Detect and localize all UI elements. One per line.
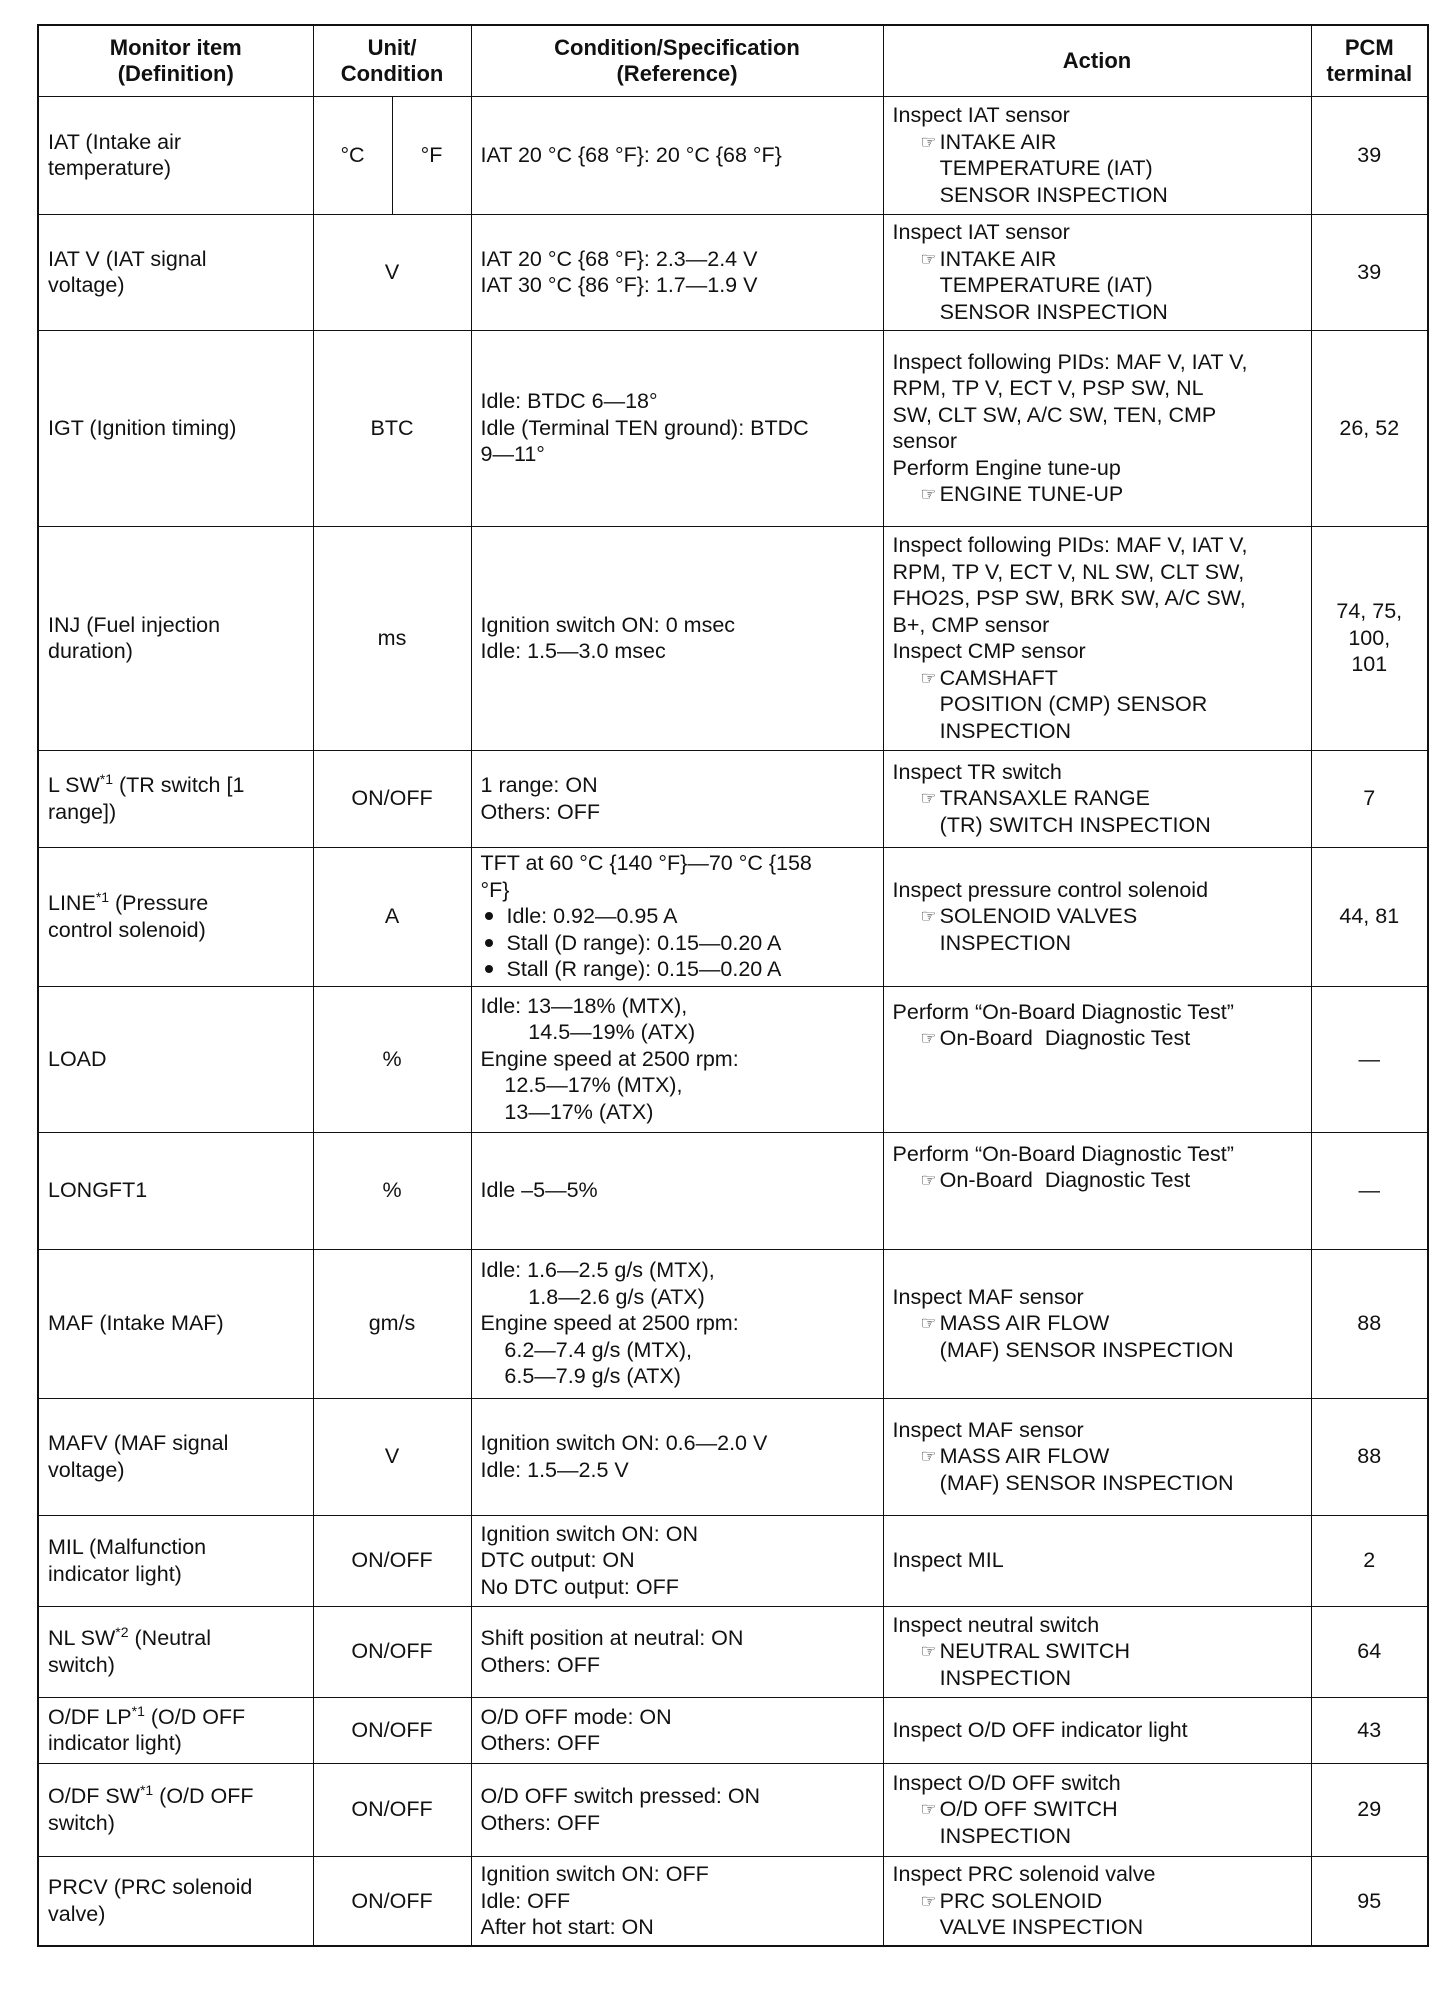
- table-row: [38, 847, 1428, 986]
- unit: ms: [313, 526, 471, 750]
- condition-spec: IAT 20 °C {68 °F}: 20 °C {68 °F}: [471, 96, 883, 214]
- unit: ON/OFF: [313, 1515, 471, 1606]
- reference: ☞ PRC SOLENOID VALVE INSPECTION: [920, 1888, 1144, 1939]
- list-item: Idle: 0.92—0.95 A: [481, 903, 874, 930]
- reference: ☞ MASS AIR FLOW (MAF) SENSOR INSPECTION: [920, 1311, 1234, 1362]
- reference: ☞ CAMSHAFT POSITION (CMP) SENSOR INSPECTION: [920, 665, 1208, 743]
- action: Perform “On-Board Diagnostic Test” ☞ On-Board Diagnostic Test: [883, 1132, 1311, 1249]
- bullet-icon: [485, 965, 493, 973]
- monitor-item: L SW$^{*1}$ (TR switch [1 range]): [38, 750, 313, 847]
- condition-spec: Ignition switch ON: 0.6—2.0 V Idle: 1.5—2.5 V: [471, 1398, 883, 1515]
- col-header-action: Action: [883, 25, 1311, 96]
- pcm-terminal: 7: [1311, 750, 1428, 847]
- col-header-condition-spec: Condition/Specification (Reference): [471, 25, 883, 96]
- pcm-terminal: 64: [1311, 1606, 1428, 1697]
- table-row: [38, 214, 1428, 330]
- table-row: [38, 986, 1428, 1132]
- table-row: [38, 1606, 1428, 1697]
- action: Inspect MAF sensor ☞ MASS AIR FLOW (MAF) SENSOR INSPECTION: [883, 1249, 1311, 1398]
- action: Inspect O/D OFF switch ☞ O/D OFF SWITCH INSPECTION: [883, 1763, 1311, 1856]
- condition-spec: Idle: BTDC 6—18° Idle (Terminal TEN ground): BTDC 9—11°: [471, 330, 883, 526]
- monitor-item: NL SW$^{*2}$ (Neutral switch): [38, 1606, 313, 1697]
- monitor-item: PRCV (PRC solenoid valve): [38, 1856, 313, 1946]
- unit: ON/OFF: [313, 1856, 471, 1946]
- pcm-terminal: 74, 75, 100, 101: [1311, 526, 1428, 750]
- list-item: Stall (R range): 0.15—0.20 A: [481, 956, 874, 983]
- unit: ON/OFF: [313, 1606, 471, 1697]
- condition-spec: Idle: 1.6—2.5 g/s (MTX), 1.8—2.6 g/s (ATX) Engine speed at 2500 rpm: 6.2—7.4 g/s (MTX), 6.5—7.9 g/s (ATX): [471, 1249, 883, 1398]
- monitor-item: MAF (Intake MAF): [38, 1249, 313, 1398]
- monitor-item: MIL (Malfunction indicator light): [38, 1515, 313, 1606]
- action: Inspect IAT sensor ☞ INTAKE AIR TEMPERATURE (IAT) SENSOR INSPECTION: [883, 96, 1311, 214]
- unit: ON/OFF: [313, 1697, 471, 1763]
- action: Inspect TR switch ☞ TRANSAXLE RANGE (TR) SWITCH INSPECTION: [883, 750, 1311, 847]
- condition-spec: TFT at 60 °C {140 °F}—70 °C {158 °F} Idle: 0.92—0.95 A Stall (D range): 0.15—0.20 A Stall (R range): 0.15—0.20 A: [471, 847, 883, 986]
- pcm-terminal: 2: [1311, 1515, 1428, 1606]
- pcm-terminal: 26, 52: [1311, 330, 1428, 526]
- condition-spec: Ignition switch ON: OFF Idle: OFF After hot start: ON: [471, 1856, 883, 1946]
- monitor-item: O/DF SW$^{*1}$ (O/D OFF switch): [38, 1763, 313, 1856]
- action: Inspect MIL: [883, 1515, 1311, 1606]
- table-row: [38, 526, 1428, 750]
- condition-spec: Idle: 13—18% (MTX), 14.5—19% (ATX) Engine speed at 2500 rpm: 12.5—17% (MTX), 13—17% (ATX): [471, 986, 883, 1132]
- action: Inspect following PIDs: MAF V, IAT V, RPM, TP V, ECT V, NL SW, CLT SW, FHO2S, PSP SW, BRK SW, A/C SW, B+, CMP sensor Inspect CMP sensor ☞ CAMSHAFT POSITION (CMP) SENSOR INSPECTION: [883, 526, 1311, 750]
- reference: ☞ INTAKE AIR TEMPERATURE (IAT) SENSOR INSPECTION: [920, 246, 1168, 324]
- reference: ☞ TRANSAXLE RANGE (TR) SWITCH INSPECTION: [920, 786, 1211, 837]
- action: Inspect IAT sensor ☞ INTAKE AIR TEMPERATURE (IAT) SENSOR INSPECTION: [883, 214, 1311, 330]
- col-header-monitor-item: Monitor item (Definition): [38, 25, 313, 96]
- header-row: [38, 25, 1428, 96]
- table-row: [38, 1249, 1428, 1398]
- monitor-item: O/DF LP$^{*1}$ (O/D OFF indicator light): [38, 1697, 313, 1763]
- unit: %: [313, 1132, 471, 1249]
- reference-arrow-icon: ☞: [920, 1890, 937, 1911]
- pcm-terminal: 43: [1311, 1697, 1428, 1763]
- reference-arrow-icon: ☞: [920, 1170, 937, 1190]
- monitor-item: LINE$^{*1}$ (Pressure control solenoid): [38, 847, 313, 986]
- action: Inspect PRC solenoid valve ☞ PRC SOLENOID VALVE INSPECTION: [883, 1856, 1311, 1946]
- table-row: [38, 330, 1428, 526]
- reference: ☞ NEUTRAL SWITCH INSPECTION: [920, 1639, 1130, 1690]
- col-header-pcm-terminal: PCM terminal: [1311, 25, 1428, 96]
- action: Perform “On-Board Diagnostic Test” ☞ On-Board Diagnostic Test: [883, 986, 1311, 1132]
- monitor-item: INJ (Fuel injection duration): [38, 526, 313, 750]
- table-row: [38, 1763, 1428, 1856]
- reference-arrow-icon: ☞: [920, 906, 937, 927]
- unit: BTC: [313, 330, 471, 526]
- reference-arrow-icon: ☞: [920, 667, 937, 688]
- monitor-spec-table: [37, 24, 1429, 1947]
- monitor-item: IAT (Intake air temperature): [38, 96, 313, 214]
- unit: ON/OFF: [313, 750, 471, 847]
- unit: °C: [313, 96, 392, 214]
- reference: ☞ MASS AIR FLOW (MAF) SENSOR INSPECTION: [920, 1444, 1234, 1495]
- reference-arrow-icon: ☞: [920, 248, 937, 269]
- col-header-unit-condition: Unit/ Condition: [313, 25, 471, 96]
- reference-arrow-icon: ☞: [920, 1446, 937, 1467]
- unit: V: [313, 214, 471, 330]
- monitor-item: LOAD: [38, 986, 313, 1132]
- action: Inspect pressure control solenoid ☞ SOLENOID VALVES INSPECTION: [883, 847, 1311, 986]
- bullet-icon: [485, 912, 493, 920]
- unit: %: [313, 986, 471, 1132]
- reference-arrow-icon: ☞: [920, 1641, 937, 1662]
- table-row: [38, 1856, 1428, 1946]
- reference: ☞ INTAKE AIR TEMPERATURE (IAT) SENSOR INSPECTION: [920, 129, 1168, 207]
- unit: gm/s: [313, 1249, 471, 1398]
- table-row: [38, 1398, 1428, 1515]
- action: Inspect O/D OFF indicator light: [883, 1697, 1311, 1763]
- action: Inspect following PIDs: MAF V, IAT V, RPM, TP V, ECT V, PSP SW, NL SW, CLT SW, A/C SW, TEN, CMP sensor Perform Engine tune-up ☞ ENGINE TUNE-UP: [883, 330, 1311, 526]
- action: Inspect neutral switch ☞ NEUTRAL SWITCH INSPECTION: [883, 1606, 1311, 1697]
- condition-spec: O/D OFF mode: ON Others: OFF: [471, 1697, 883, 1763]
- reference-arrow-icon: ☞: [920, 131, 937, 152]
- pcm-terminal: 39: [1311, 214, 1428, 330]
- pcm-terminal: 88: [1311, 1398, 1428, 1515]
- reference-arrow-icon: ☞: [920, 484, 937, 504]
- pcm-terminal: 95: [1311, 1856, 1428, 1946]
- bullet-icon: [485, 939, 493, 947]
- reference: ☞ ENGINE TUNE-UP: [920, 482, 1124, 506]
- reference: ☞ On-Board Diagnostic Test: [920, 1026, 1191, 1050]
- condition-spec: 1 range: ON Others: OFF: [471, 750, 883, 847]
- unit: A: [313, 847, 471, 986]
- reference: ☞ SOLENOID VALVES INSPECTION: [920, 904, 1138, 955]
- condition-spec: Idle –5—5%: [471, 1132, 883, 1249]
- pcm-terminal: —: [1311, 986, 1428, 1132]
- table-row: [38, 1515, 1428, 1606]
- table-row: [38, 96, 1428, 214]
- reference: ☞ O/D OFF SWITCH INSPECTION: [920, 1797, 1118, 1848]
- monitor-item: LONGFT1: [38, 1132, 313, 1249]
- pcm-terminal: 29: [1311, 1763, 1428, 1856]
- unit: °F: [392, 96, 471, 214]
- table-row: [38, 750, 1428, 847]
- pcm-terminal: —: [1311, 1132, 1428, 1249]
- monitor-item: IGT (Ignition timing): [38, 330, 313, 526]
- condition-spec: Shift position at neutral: ON Others: OFF: [471, 1606, 883, 1697]
- table-row: [38, 1697, 1428, 1763]
- unit: V: [313, 1398, 471, 1515]
- reference: ☞ On-Board Diagnostic Test: [920, 1168, 1191, 1192]
- pcm-terminal: 39: [1311, 96, 1428, 214]
- action: Inspect MAF sensor ☞ MASS AIR FLOW (MAF) SENSOR INSPECTION: [883, 1398, 1311, 1515]
- reference-arrow-icon: ☞: [920, 788, 937, 809]
- reference-arrow-icon: ☞: [920, 1313, 937, 1334]
- monitor-item: IAT V (IAT signal voltage): [38, 214, 313, 330]
- condition-spec: Ignition switch ON: ON DTC output: ON No DTC output: OFF: [471, 1515, 883, 1606]
- condition-spec: O/D OFF switch pressed: ON Others: OFF: [471, 1763, 883, 1856]
- reference-arrow-icon: ☞: [920, 1028, 937, 1048]
- pcm-terminal: 44, 81: [1311, 847, 1428, 986]
- reference-arrow-icon: ☞: [920, 1799, 937, 1820]
- table-row: [38, 1132, 1428, 1249]
- list-item: Stall (D range): 0.15—0.20 A: [481, 930, 874, 957]
- monitor-item: MAFV (MAF signal voltage): [38, 1398, 313, 1515]
- condition-spec: Ignition switch ON: 0 msec Idle: 1.5—3.0 msec: [471, 526, 883, 750]
- condition-spec: IAT 20 °C {68 °F}: 2.3—2.4 V IAT 30 °C {86 °F}: 1.7—1.9 V: [471, 214, 883, 330]
- pcm-terminal: 88: [1311, 1249, 1428, 1398]
- unit: ON/OFF: [313, 1763, 471, 1856]
